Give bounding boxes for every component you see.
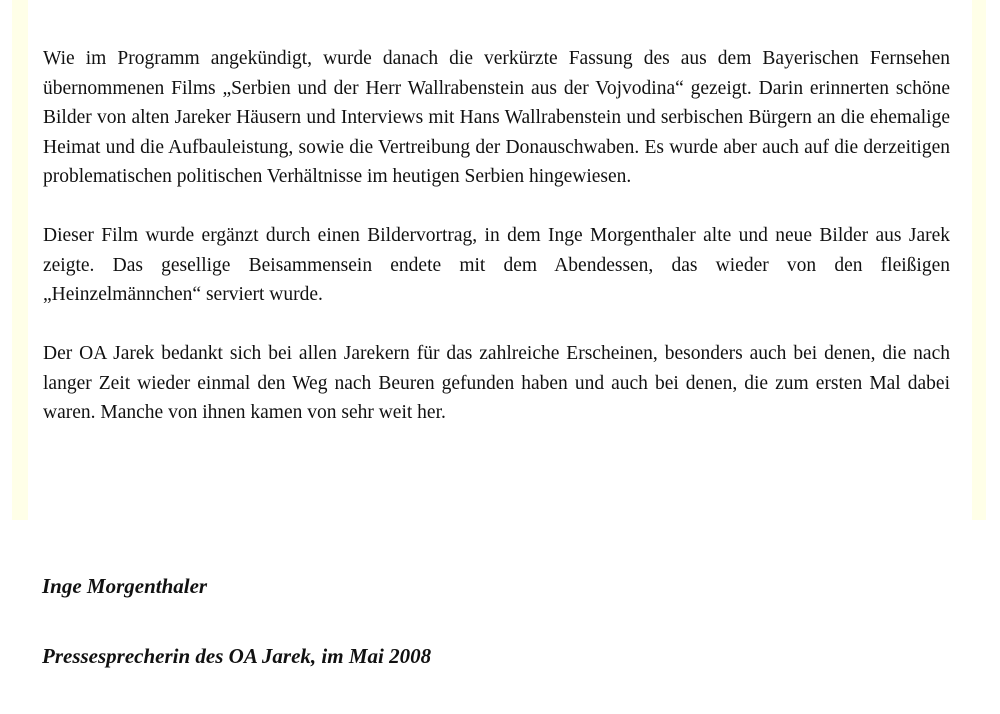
paragraph-slide-show: Dieser Film wurde ergänzt durch einen Bildervortrag, in dem Inge Morgenthaler alte und neue Bilder aus Jarek zeigte. Das gesellige Beisammensein endete mit dem Abendessen, das wieder von den fleißigen „Heinzelmännchen“ serviert wurde. (43, 225, 950, 305)
article-body (43, 44, 950, 457)
author-name: Inge Morgenthaler (42, 574, 208, 598)
paragraph-thanks: Der OA Jarek bedankt sich bei allen Jarekern für das zahlreiche Erscheinen, besonders auch bei denen, die nach langer Zeit wieder einmal den Weg nach Beuren gefunden haben und auch bei denen, die zum ersten Mal dabei waren. Manche von ihnen kamen von sehr weit her. (43, 343, 950, 423)
paragraph-film-screening: Wie im Programm angekündigt, wurde danach die verkürzte Fassung des aus dem Bayerischen Fernsehen übernommenen Films „Serbien und der Herr Wallrabenstein aus der Vojvodina“ gezeigt. Darin erinnerten schöne Bilder von alten Jareker Häusern und Interviews mit Hans Wallrabenstein und serbischen Bürgern an die ehemalige Heimat und die Aufbauleistung, sowie die Vertreibung der Donauschwaben. Es wurde aber auch auf die derzeitigen problematischen politischen Verhältnisse im heutigen Serbien hingewiesen. (43, 48, 950, 187)
author-role-date: Pressesprecherin des OA Jarek, im Mai 2008 (42, 644, 432, 668)
